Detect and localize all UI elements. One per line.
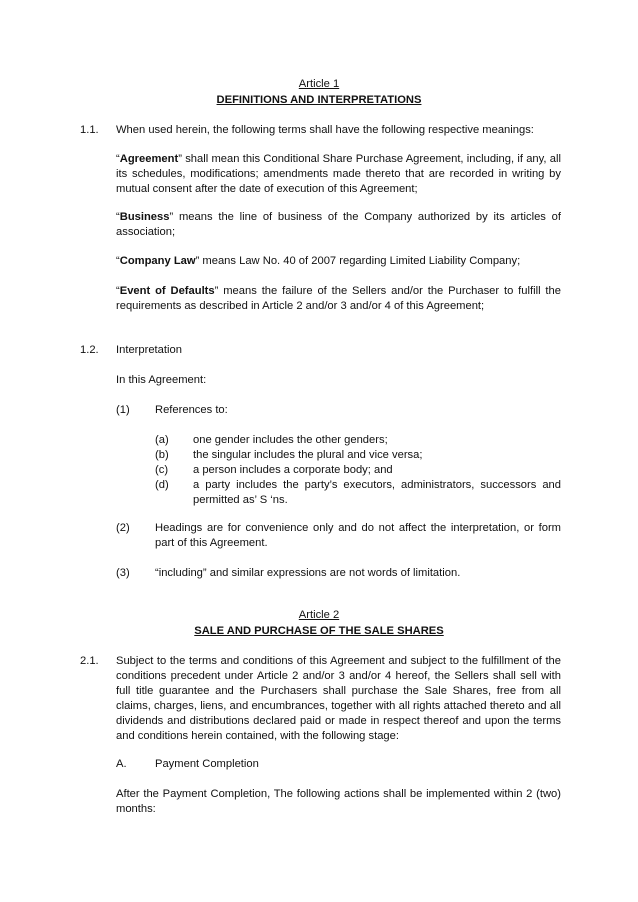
- subclause-1-text: References to:: [155, 404, 228, 416]
- term-company-law: Company Law: [119, 255, 196, 267]
- item-b-key: (b): [155, 449, 169, 461]
- section-2-1-text: Subject to the terms and conditions of this Agreement and subject to the fulfillment of the conditions precedent under Article 2 and/or 3 and/or 4 hereof, the Sellers shall sell with full title guarantee and the Purchasers shall purchase the Sale Shares, free from all claims, charges, liens, and encumbrances, together with all rights attached thereto and all dividends and distributions declared paid or made in respect thereof and upon the terms and conditions herein contained, with the following stage:: [116, 655, 561, 742]
- item-d-text: a party includes the party’s executors, administrators, successors and permitted as’ S ‘ns.: [193, 479, 561, 506]
- definition-agreement: “Agreement” shall mean this Conditional Share Purchase Agreement, including, if any, all its schedules, modifications; amendments made thereto that are recorded in writing by mutual consent after the date of execution of this Agreement;: [116, 153, 561, 195]
- section-2-1-after: After the Payment Completion, The following actions shall be implemented within 2 (two) months:: [116, 788, 561, 815]
- definition-company-law: “Company Law” means Law No. 40 of 2007 regarding Limited Liability Company;: [116, 255, 521, 267]
- item-a-key: (a): [155, 434, 169, 446]
- item-d-key: (d): [155, 479, 169, 491]
- item-b-text: the singular includes the plural and vice versa;: [193, 449, 423, 461]
- subclause-2-text: Headings are for convenience only and do not affect the interpretation, or form part of this Agreement.: [155, 522, 561, 549]
- article-2-heading: Article 2: [298, 609, 340, 621]
- article-1-heading: Article 1: [298, 78, 340, 90]
- subclause-3-key: (3): [116, 567, 130, 579]
- article-1-title: DEFINITIONS AND INTERPRETATIONS: [216, 94, 422, 106]
- term-event-of-defaults: Event of Defaults: [119, 285, 215, 297]
- stage-a-key: A.: [116, 758, 127, 770]
- item-c-text: a person includes a corporate body; and: [193, 464, 393, 476]
- term-business: Business: [119, 211, 170, 223]
- term-agreement: Agreement: [119, 153, 179, 165]
- subclause-1-key: (1): [116, 404, 130, 416]
- article-2-title: SALE AND PURCHASE OF THE SALE SHARES: [194, 625, 444, 637]
- section-2-1-number: 2.1.: [80, 655, 99, 667]
- subclause-2-key: (2): [116, 522, 130, 534]
- subclause-3-text: “including” and similar expressions are not words of limitation.: [155, 567, 461, 579]
- section-1-2-intro: In this Agreement:: [116, 374, 207, 386]
- section-1-1-intro: When used herein, the following terms shall have the following respective meanings:: [116, 124, 534, 136]
- section-1-2-number: 1.2.: [80, 344, 99, 356]
- item-a-text: one gender includes the other genders;: [193, 434, 388, 446]
- item-c-key: (c): [155, 464, 169, 476]
- definition-event-of-defaults: “Event of Defaults” means the failure of the Sellers and/or the Purchaser to fulfill the requirements as described in Article 2 and/or 3 and/or 4 of this Agreement;: [116, 285, 561, 312]
- stage-a-text: Payment Completion: [155, 758, 259, 770]
- section-1-2-heading: Interpretation: [116, 344, 182, 356]
- section-1-1-number: 1.1.: [80, 124, 99, 136]
- definition-business: “Business” means the line of business of the Company authorized by its articles of association;: [116, 211, 561, 238]
